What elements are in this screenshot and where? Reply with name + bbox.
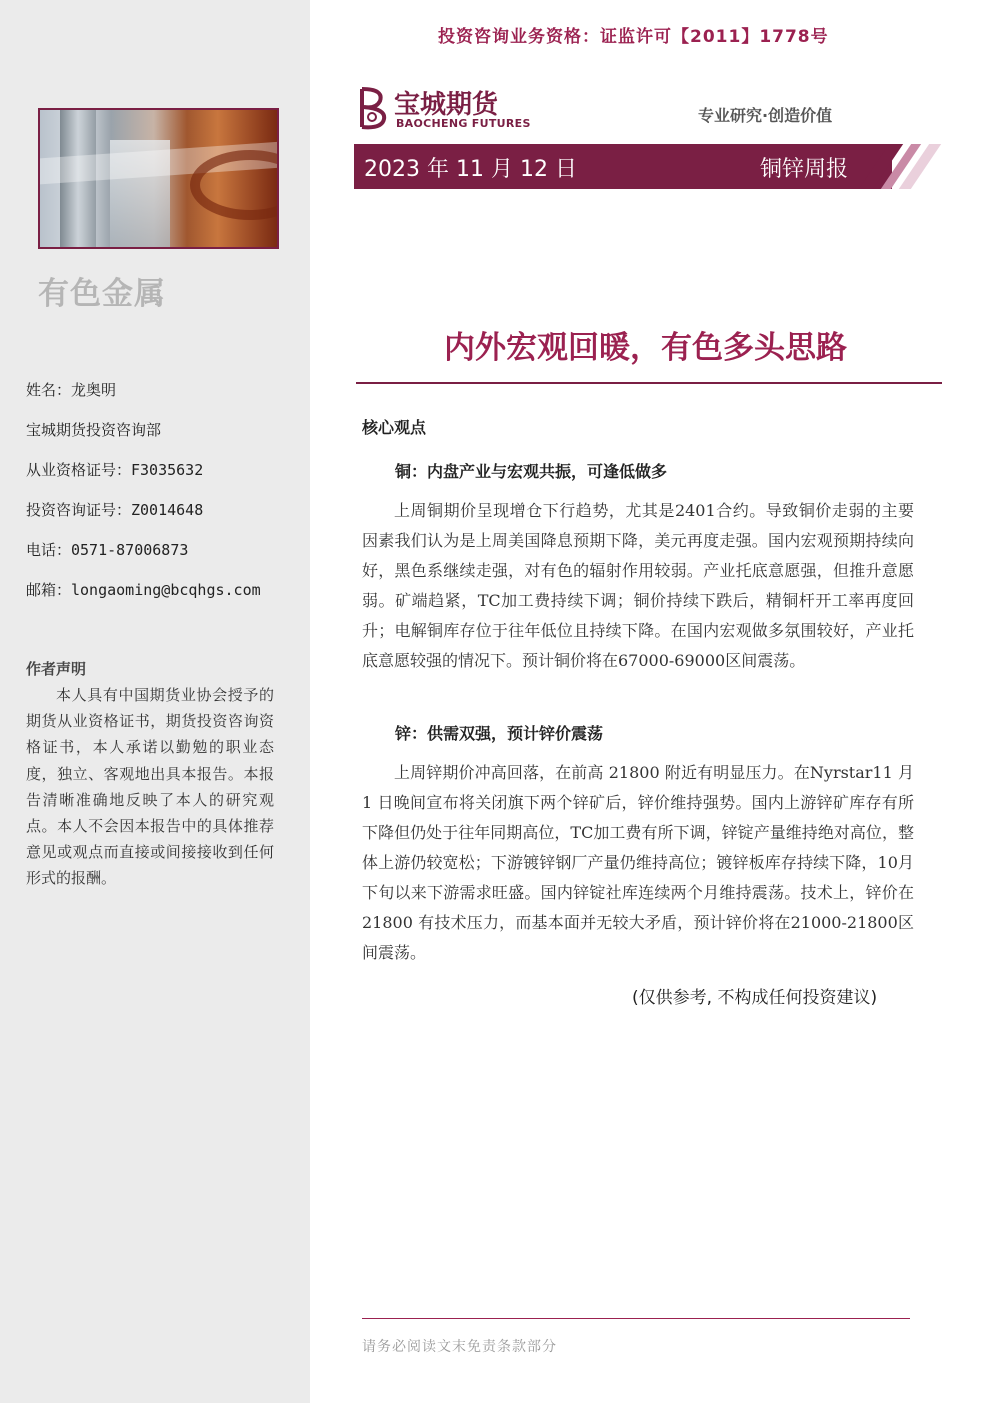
category-label: 有色金属 xyxy=(38,276,166,312)
page-title: 内外宏观回暖，有色多头思路 xyxy=(444,330,847,366)
report-date: 2023 年 11 月 12 日 xyxy=(364,157,577,182)
logo-text-cn: 宝城期货 xyxy=(394,90,499,120)
analyst-consulting-cert: 投资咨询证号：Z0014648 xyxy=(26,501,204,519)
analyst-phone: 电话：0571-87006873 xyxy=(26,541,189,559)
baocheng-logo-icon xyxy=(356,85,388,131)
cover-photo xyxy=(38,108,279,249)
title-divider xyxy=(356,382,942,384)
disclaimer-note: (仅供参考, 不构成任何投资建议) xyxy=(632,988,878,1008)
analyst-qualification: 从业资格证号：F3035632 xyxy=(26,461,204,479)
analyst-department: 宝城期货投资咨询部 xyxy=(26,421,162,439)
core-heading: 核心观点 xyxy=(362,418,427,437)
analyst-email[interactable]: 邮箱：longaoming@bcqhgs.com xyxy=(26,581,261,599)
zinc-paragraph: 上周锌期价冲高回落，在前高 21800 附近有明显压力。在Nyrstar11 月 1 日晚间宣布将关闭旗下两个锌矿后，锌价维持强势。国内上游锌矿库存有所下降但仍处于往年同期高位，TC加工费有所下调，锌锭产量维持绝对高位，整体上游仍较宽松；下游镀锌钢厂产量仍维持高位；镀锌板库存持续下降，10月下旬以来下游需求旺盛。国内锌锭社库连续两个月维持震荡。技术上，锌价在 21800 有技术压力，而基本面并无较大矛盾，预计锌价将在21000-21800区间震荡。 xyxy=(362,763,914,962)
declaration-body: 本人具有中国期货业协会授予的期货从业资格证书，期货投资咨询资格证书，本人承诺以勤勉的职业态度，独立、客观地出具本报告。本报告清晰准确地反映了本人的研究观点。本人不会因本报告中的具体推荐意见或观点而直接或间接接收到任何形式的报酬。 xyxy=(26,686,274,888)
license-text: 投资咨询业务资格：证监许可【2011】1778号 xyxy=(438,27,829,47)
footer-text: 请务必阅读文末免责条款部分 xyxy=(362,1339,557,1355)
copper-paragraph: 上周铜期价呈现增仓下行趋势，尤其是2401合约。导致铜价走弱的主要因素我们认为是上周美国降息预期下降，美元再度走强。国内宏观预期持续向好，黑色系继续走强，对有色的辐射作用较弱。产业托底意愿强，但推升意愿弱。矿端趋紧，TC加工费持续下调；铜价持续下跌后，精铜杆开工率再度回升；电解铜库存位于往年低位且持续下降。在国内宏观做多氛围较好，产业托底意愿较强的情况下。预计铜价将在67000-69000区间震荡。 xyxy=(362,501,914,670)
copper-heading: 铜：内盘产业与宏观共振，可逢低做多 xyxy=(395,462,668,481)
logo-text-en: BAOCHENG FUTURES xyxy=(396,117,531,130)
declaration-title: 作者声明 xyxy=(26,660,87,678)
report-type: 铜锌周报 xyxy=(760,157,849,182)
slogan: 专业研究·创造价值 xyxy=(698,106,833,125)
zinc-heading: 锌：供需双强，预计锌价震荡 xyxy=(395,724,604,743)
analyst-name: 姓名：龙奥明 xyxy=(26,381,117,399)
footer-divider xyxy=(362,1318,910,1319)
